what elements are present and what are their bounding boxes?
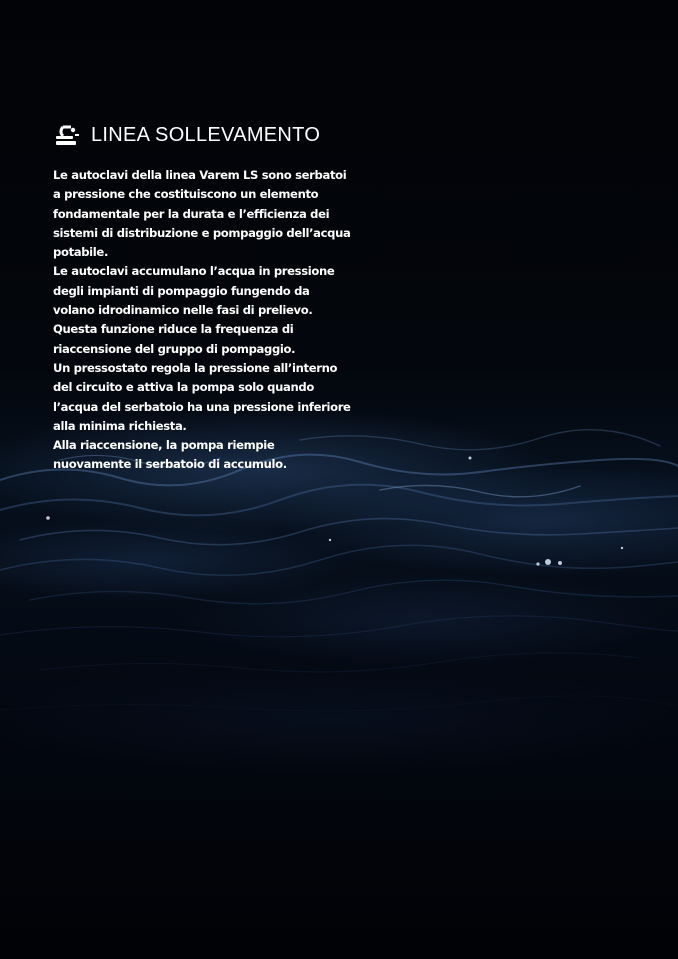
pump-pipe-icon bbox=[53, 121, 81, 149]
paragraph: Le autoclavi della linea Varem LS sono serbatoi a pressione che costituiscono un elemento fondamentale per la durata e l’efficienza dei sistemi di distribuzione e pompaggio dell’acqua potabile. bbox=[53, 168, 351, 260]
paragraph: Le autoclavi accumulano l’acqua in pressione degli impianti di pompaggio fungendo da volano idrodinamico nelle fasi di prelievo. bbox=[53, 264, 335, 318]
paragraph: Alla riaccensione, la pompa riempie nuovamente il serbatoio di accumulo. bbox=[53, 438, 287, 472]
page-title: LINEA SOLLEVAMENTO bbox=[91, 123, 321, 146]
section-header bbox=[53, 118, 353, 152]
text-block bbox=[53, 118, 353, 475]
paragraph: Un pressostato regola la pressione all’interno del circuito e attiva la pompa solo quando l’acqua del serbatoio ha una pressione inferiore alla minima richiesta. bbox=[53, 360, 351, 433]
description bbox=[53, 166, 353, 475]
paragraph: Questa funzione riduce la frequenza di riaccensione del gruppo di pompaggio. bbox=[53, 322, 296, 356]
